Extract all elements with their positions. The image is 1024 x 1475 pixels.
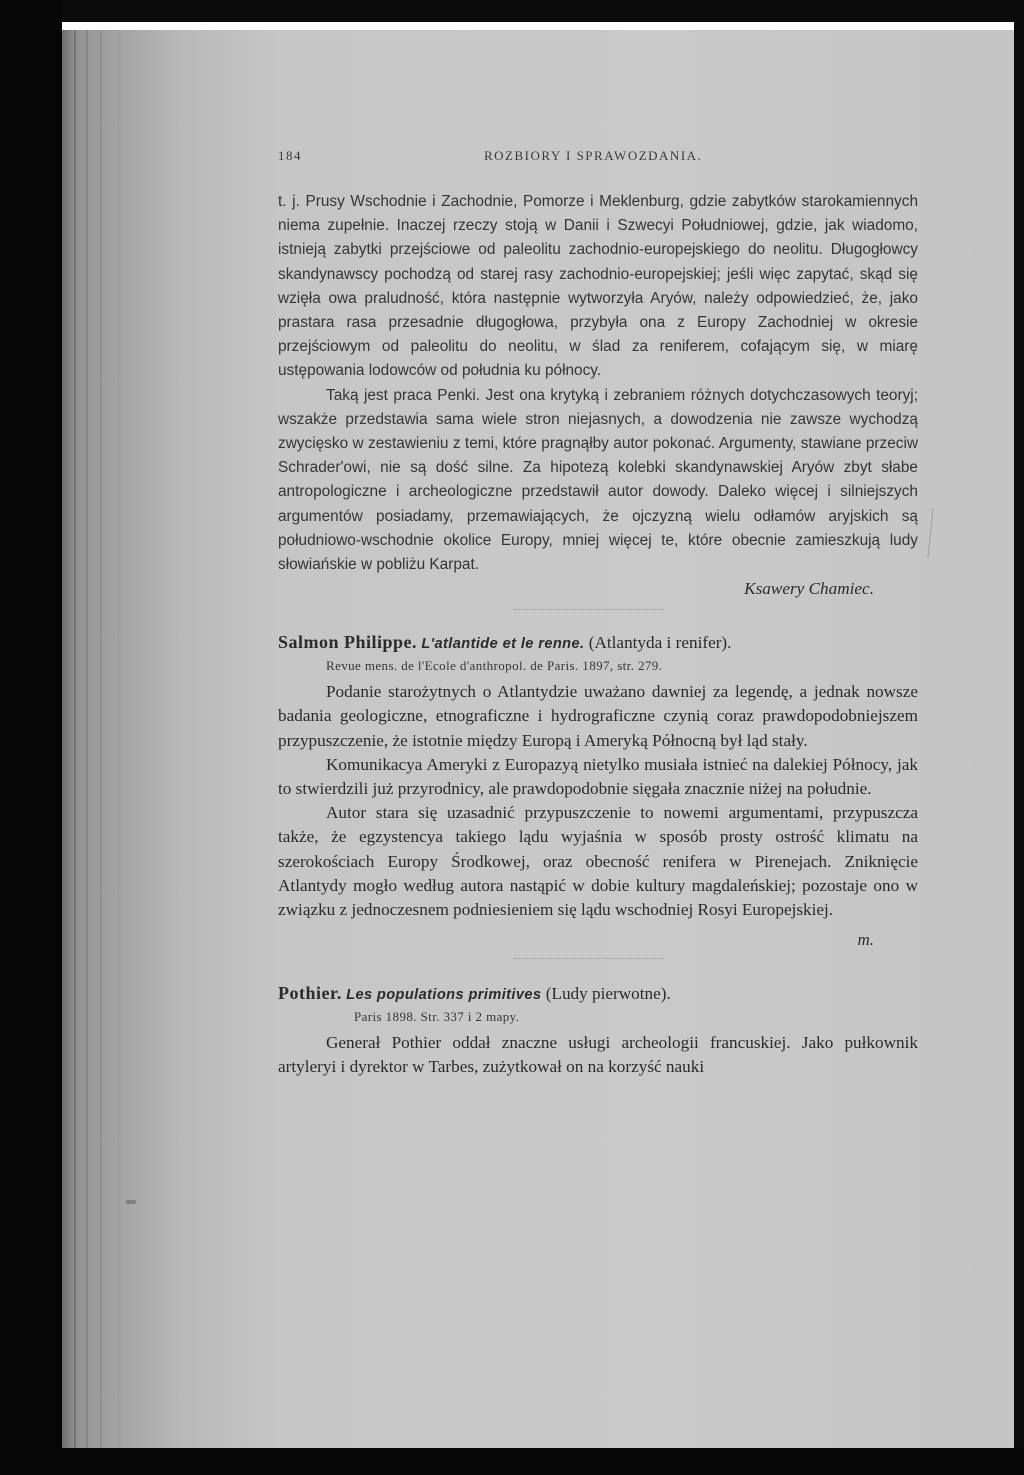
entry-paragraph: Autor stara się uzasadnić przypuszczenie to nowemi argumentami, przypuszcza także, że egzystencya takiego lądu wyjaśnia w sposób prosty ostrość klimatu na szerokościach Europy Środkowej, oraz obecność renifera w Pirenejach. Zniknięcie Atlantydy mogło według autora nastąpić w dobie kultury magdaleńskiej; pozostaje ono w związku z jednoczesnem podniesieniem się lądu wschodniej Rosyi Europejskiej. (278, 803, 918, 920)
binding-shadow-line (86, 30, 88, 1448)
scan-border-bottom (0, 1448, 1024, 1475)
entry-translation: (Ludy pierwotne). (545, 984, 671, 1004)
reviewer-signature: m. (857, 930, 874, 950)
section-divider (514, 958, 664, 959)
running-header (278, 140, 918, 166)
entry-title: L'atlantide et le renne. (421, 636, 585, 653)
binding-shadow-line (74, 30, 76, 1448)
entry-author: Pothier. (278, 983, 342, 1004)
entry-heading (278, 630, 918, 656)
entry-paragraph: Podanie starożytnych o Atlantydzie uważano dawniej za legendę, a jednak nowsze badania geologiczne, etnograficzne i hydrograficzne czynią coraz prawdopodobniejszem przypuszczenie, że istotnie między Europą i Ameryką Północną był ląd stały. (278, 682, 918, 750)
text-block (278, 140, 918, 1080)
reviewer-signature: Ksawery Chamiec. (744, 579, 874, 599)
entry-paragraph: Komunikacya Ameryki z Europazyą nietylko musiała istnieć na dalekiej Północy, jak to stwierdzili już przyrodnicy, ale prawdopodobnie sięgała znacznie niżej na południe. (278, 754, 918, 799)
entry-title: Les populations primitives (346, 987, 542, 1004)
review-paragraph: t. j. Prusy Wschodnie i Zachodnie, Pomorze i Meklenburg, gdzie zabytków starokamiennych niema zupełnie. Inaczej rzeczy stoją w Danii i Szwecyi Południowej, gdzie, jak wiadomo, istnieją zabytki przejściowe od paleolitu zachodnio-europejskiego do neolitu. Długogłowcy skandynawscy pochodzą od starej rasy zachodnio-europejskiej; jeśli więc zapytać, skąd się wzięła owa praludność, która następnie wytworzyła Aryów, należy odpowiedzieć, że, jako prastara rasa przesadnie długogłowa, przybyła ona z Europy Zachodniej w okresie przejściowym od paleolitu do neolitu, w ślad za reniferem, cofającym się, w miarę ustępowania lodowców od południa ku północy. (278, 193, 918, 380)
scan-border-left (0, 0, 62, 1475)
entry-paragraph: Generał Pothier oddał znaczne usługi archeologii francuskiej. Jako pułkownik artyleryi i dyrektor w Tarbes, zużytkował on na korzyść nauki (278, 1033, 918, 1077)
running-title: ROZBIORY I SPRAWOZDANIA. (484, 148, 703, 163)
review-paragraph: Taką jest praca Penki. Jest ona krytyką i zebraniem różnych dotychczasowych teoryj; wszakże przedstawia sama wiele stron niejasnych, a dowodzenia nie zawsze wychodzą zwycięsko w zestawieniu z temi, które pragnąłby autor pokonać. Argumenty, stawiane przeciw Schrader'owi, nie są dość silne. Za hipotezą kolebki skandynawskiej Aryów zbyt słabe antropologiczne i archeologiczne przedstawił autor dowody. Daleko więcej i silniejszych argumentów posiadamy, przemawiających, że ojczyzną wielu odłamów aryjskich są południowo-wschodnie okolice Europy, mniej więcej te, które obecnie zamieszkują ludy słowiańskie w pobliżu Karpat. (278, 386, 918, 574)
section-divider (514, 609, 664, 610)
binding-shadow-line (118, 30, 119, 1448)
page-number: 184 (278, 148, 302, 163)
entry-source: Revue mens. de l'Ecole d'anthropol. de Paris. 1897, str. 279. (326, 658, 663, 674)
entry-heading (278, 981, 918, 1007)
entry-translation: (Atlantyda i renifer). (588, 633, 732, 653)
ink-smudge (126, 1200, 136, 1204)
scan-border-right (1014, 0, 1024, 1475)
entry-source: Paris 1898. Str. 337 i 2 mapy. (354, 1009, 520, 1025)
entry-author: Salmon Philippe. (278, 632, 418, 653)
binding-shadow-line (100, 30, 102, 1448)
scan-border-top (0, 0, 1024, 22)
